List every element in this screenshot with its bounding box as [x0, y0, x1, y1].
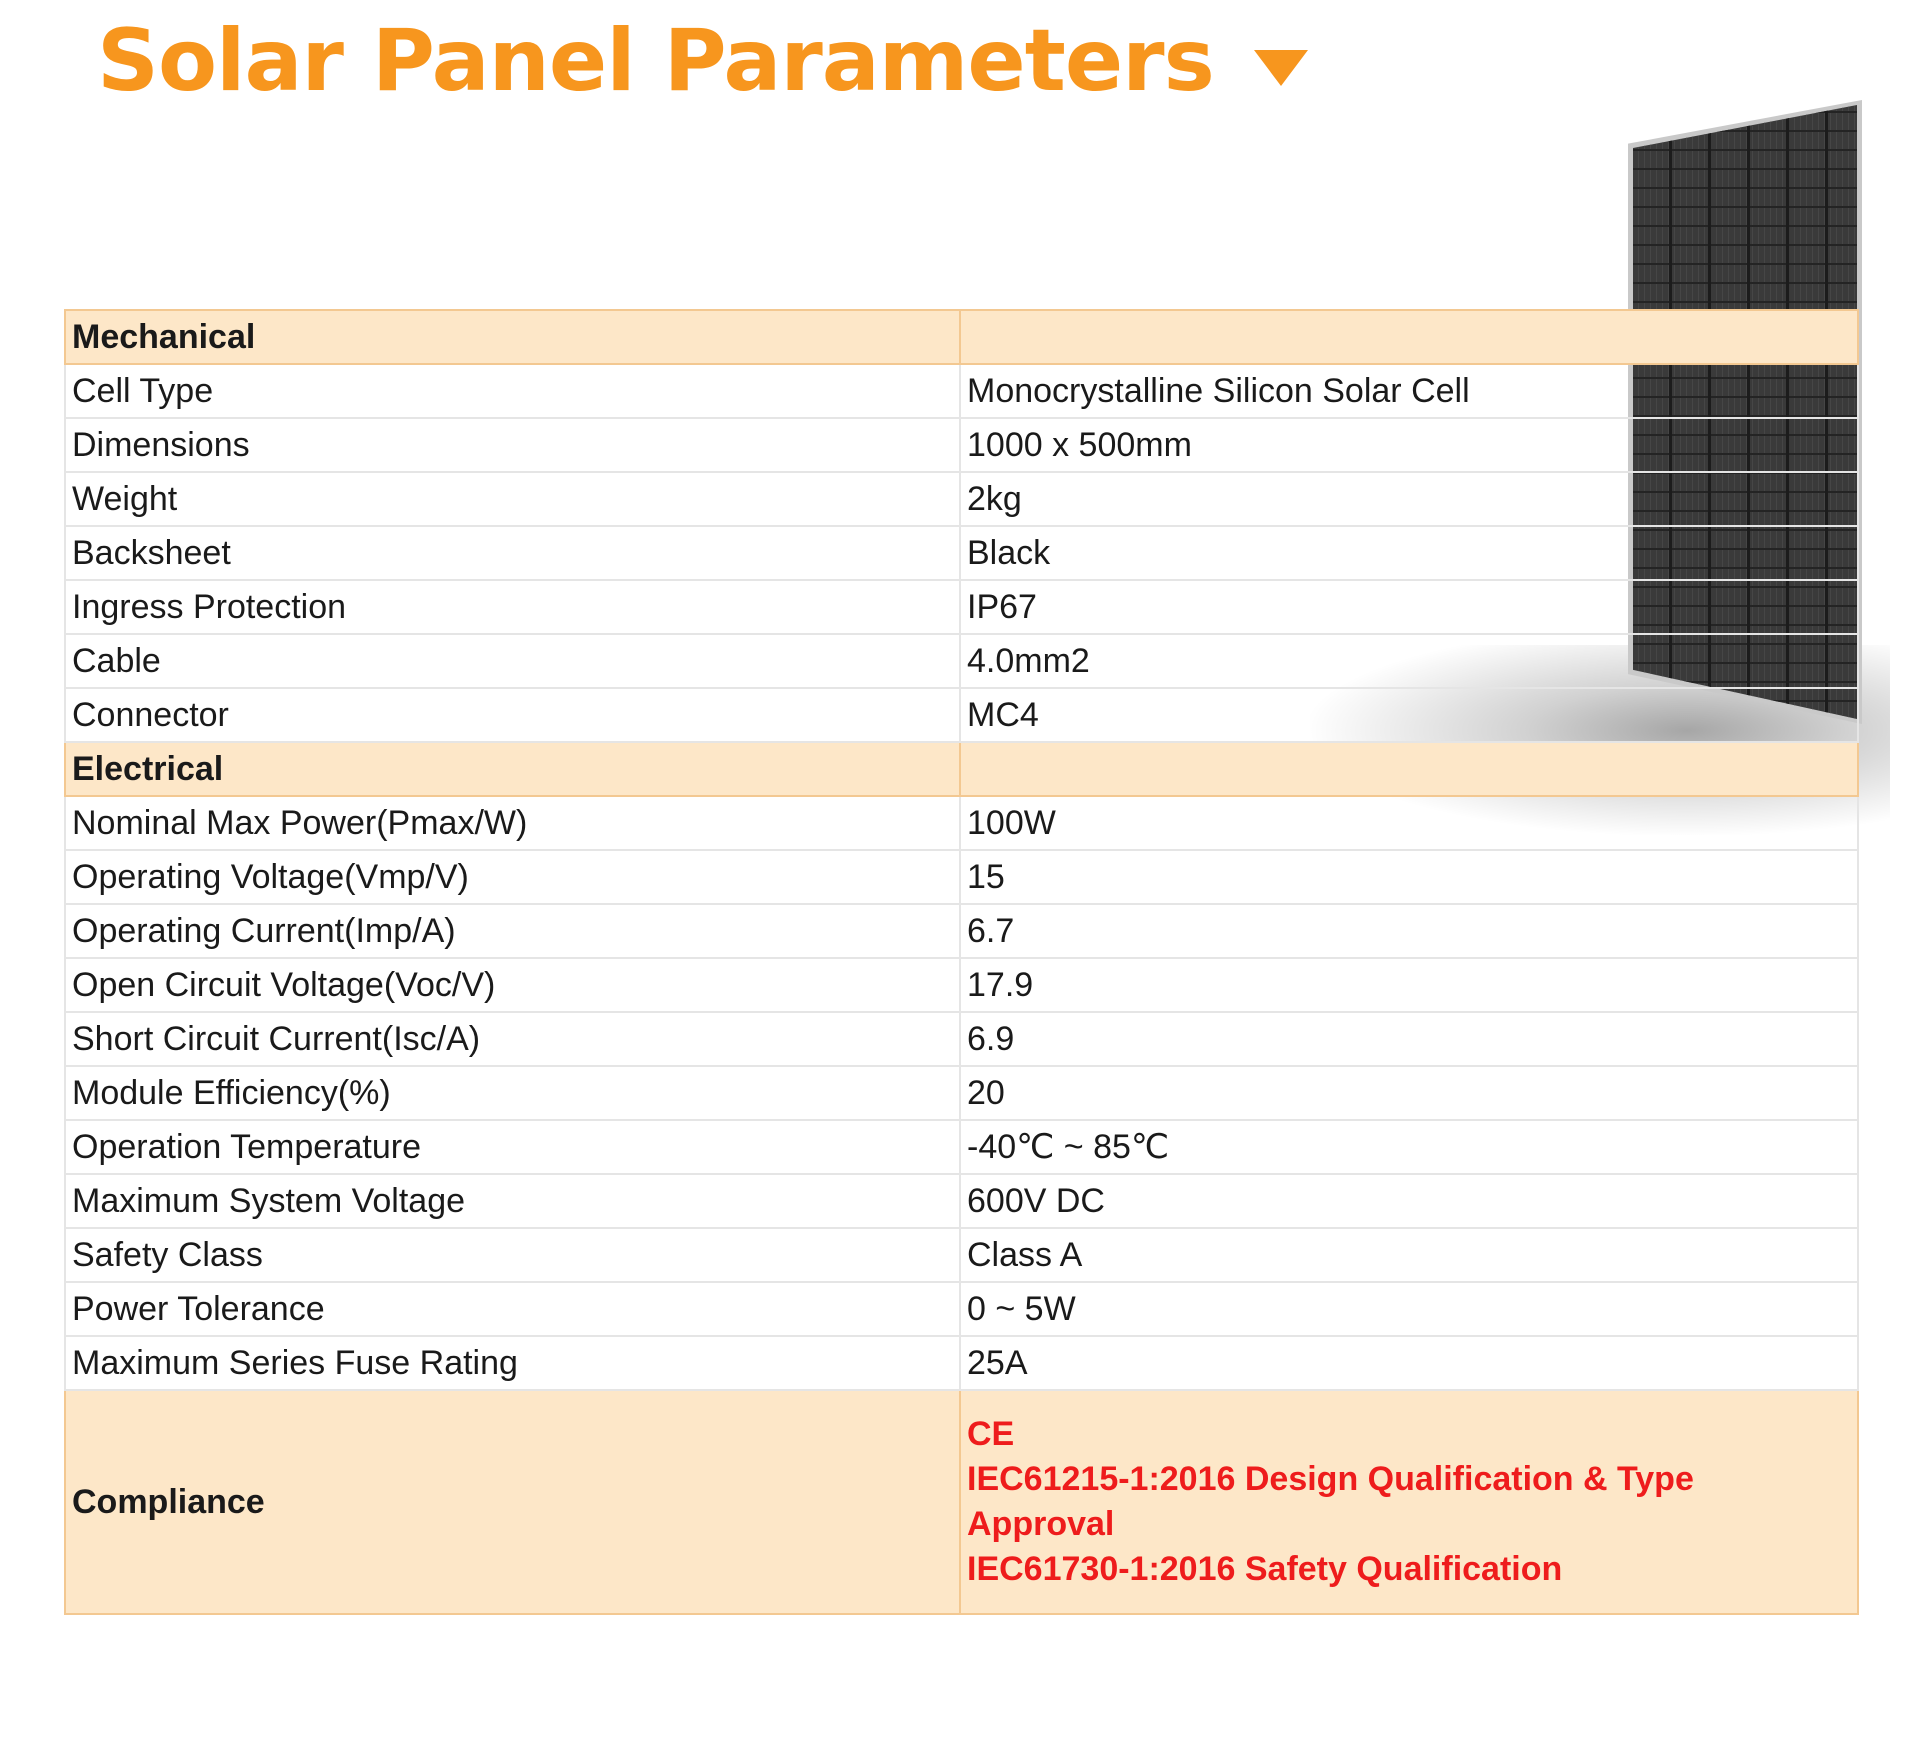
spec-label: Maximum Series Fuse Rating — [65, 1336, 960, 1390]
caret-down-icon — [1254, 50, 1308, 86]
spec-label: Dimensions — [65, 418, 960, 472]
spec-label: Connector — [65, 688, 960, 742]
spec-label: Open Circuit Voltage(Voc/V) — [65, 958, 960, 1012]
spec-label: Cable — [65, 634, 960, 688]
table-row — [65, 1066, 1858, 1120]
compliance-item: IEC61215-1:2016 Design Qualification & Type Approval — [967, 1460, 1694, 1543]
spec-value: 0 ~ 5W — [960, 1282, 1858, 1336]
table-row — [65, 1282, 1858, 1336]
spec-label: Maximum System Voltage — [65, 1174, 960, 1228]
table-row — [65, 1228, 1858, 1282]
spec-value: 15 — [960, 850, 1858, 904]
spec-value: 100W — [960, 796, 1858, 850]
spec-value: 6.9 — [960, 1012, 1858, 1066]
spec-label: Operating Current(Imp/A) — [65, 904, 960, 958]
spec-value: 2kg — [960, 472, 1858, 526]
section-header-empty — [960, 742, 1858, 796]
spec-value: Black — [960, 526, 1858, 580]
table-row — [65, 580, 1858, 634]
table-row — [65, 1174, 1858, 1228]
table-row — [65, 526, 1858, 580]
spec-label: Short Circuit Current(Isc/A) — [65, 1012, 960, 1066]
page-title-text: Solar Panel Parameters — [97, 11, 1214, 111]
table-row — [65, 472, 1858, 526]
specs-table — [64, 309, 1859, 1615]
spec-value: 17.9 — [960, 958, 1858, 1012]
table-row — [65, 958, 1858, 1012]
section-header-empty — [960, 310, 1858, 364]
page-title — [97, 10, 1308, 113]
spec-value: 1000 x 500mm — [960, 418, 1858, 472]
compliance-row — [65, 1390, 1858, 1614]
table-row — [65, 850, 1858, 904]
table-row — [65, 634, 1858, 688]
table-row — [65, 418, 1858, 472]
spec-value: 6.7 — [960, 904, 1858, 958]
section-header-mechanical — [65, 310, 1858, 364]
spec-label: Power Tolerance — [65, 1282, 960, 1336]
spec-value: MC4 — [960, 688, 1858, 742]
table-row — [65, 1012, 1858, 1066]
section-header-electrical — [65, 742, 1858, 796]
compliance-value — [960, 1390, 1858, 1614]
section-title: Mechanical — [65, 310, 960, 364]
table-row — [65, 796, 1858, 850]
spec-value: IP67 — [960, 580, 1858, 634]
spec-value: 20 — [960, 1066, 1858, 1120]
spec-label: Safety Class — [65, 1228, 960, 1282]
compliance-label: Compliance — [65, 1390, 960, 1614]
table-row — [65, 1120, 1858, 1174]
table-row — [65, 688, 1858, 742]
spec-value: Monocrystalline Silicon Solar Cell — [960, 364, 1858, 418]
spec-value: 4.0mm2 — [960, 634, 1858, 688]
spec-label: Weight — [65, 472, 960, 526]
spec-value: Class A — [960, 1228, 1858, 1282]
spec-label: Backsheet — [65, 526, 960, 580]
spec-label: Cell Type — [65, 364, 960, 418]
spec-label: Module Efficiency(%) — [65, 1066, 960, 1120]
spec-value: 25A — [960, 1336, 1858, 1390]
table-row — [65, 1336, 1858, 1390]
section-title: Electrical — [65, 742, 960, 796]
table-row — [65, 364, 1858, 418]
spec-label: Ingress Protection — [65, 580, 960, 634]
spec-label: Nominal Max Power(Pmax/W) — [65, 796, 960, 850]
spec-label: Operating Voltage(Vmp/V) — [65, 850, 960, 904]
compliance-list — [967, 1412, 1857, 1592]
table-row — [65, 904, 1858, 958]
compliance-item: CE — [967, 1415, 1015, 1453]
spec-value: 600V DC — [960, 1174, 1858, 1228]
spec-label: Operation Temperature — [65, 1120, 960, 1174]
compliance-item: IEC61730-1:2016 Safety Qualification — [967, 1550, 1563, 1588]
spec-value: -40℃ ~ 85℃ — [960, 1120, 1858, 1174]
